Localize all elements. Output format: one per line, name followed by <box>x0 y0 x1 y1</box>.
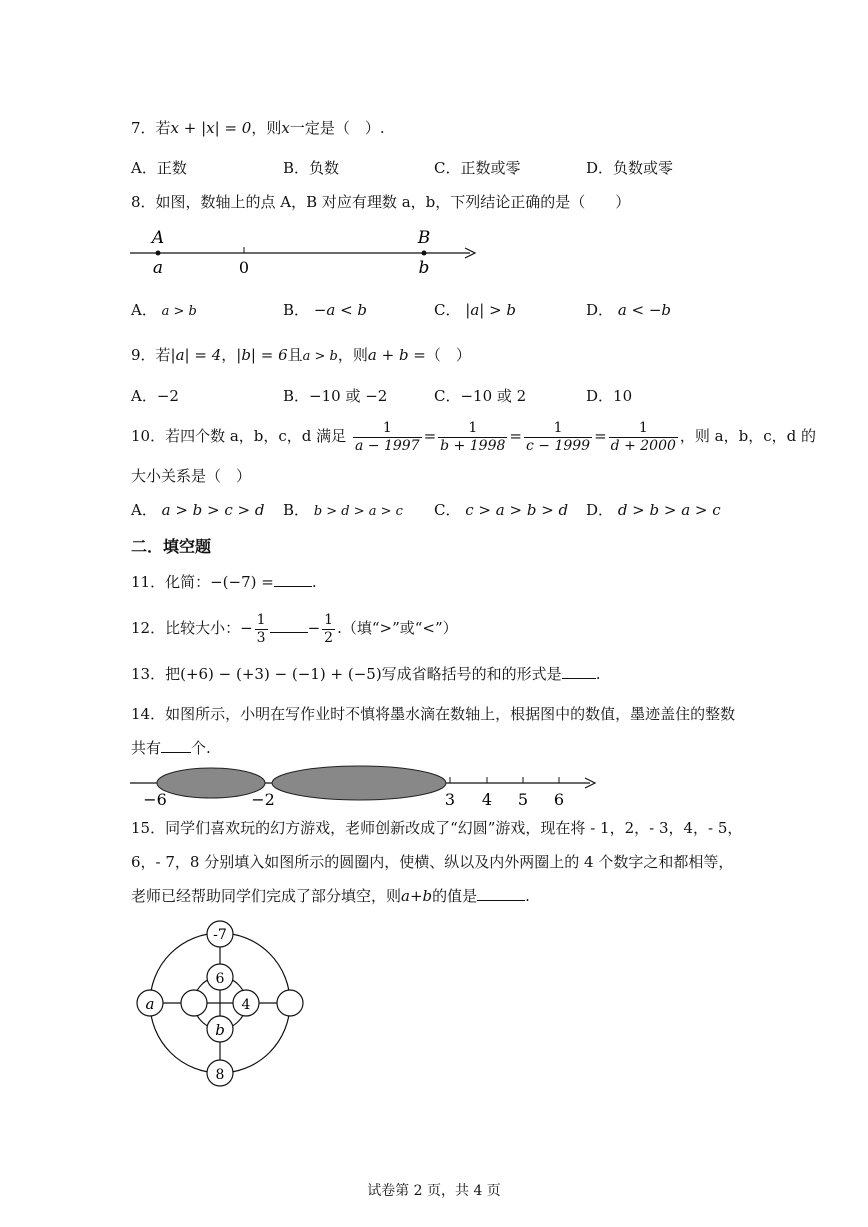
q7-option-d[interactable]: D．负数或零 <box>586 159 674 177</box>
node-inner-top <box>207 964 233 990</box>
q9-option-a[interactable]: A．−2 <box>131 387 179 405</box>
tick-label-neg2: −2 <box>251 790 275 809</box>
node-outer-left <box>137 990 163 1016</box>
q10-fraction-2: $\frac{1}{b + 1998}$ <box>440 419 506 454</box>
question-12: 12．比较大小：− $\frac{1}{3}$ − $\frac{1}{2}$ .（填“>”或“<”） <box>131 611 458 646</box>
tick-label-4: 4 <box>481 790 493 809</box>
q9-option-d[interactable]: D．10 <box>586 387 633 405</box>
magic-circle-diagram <box>130 918 315 1093</box>
q7-option-c[interactable]: C．正数或零 <box>434 159 521 177</box>
q11-answer-blank[interactable] <box>274 572 312 587</box>
page-footer: 试卷第 2 页，共 4 页 <box>367 1183 501 1199</box>
q14-number-line <box>125 765 605 810</box>
svg-text:8: 8 <box>215 1067 225 1083</box>
point-b-label: B <box>417 228 431 248</box>
tick-label-3: 3 <box>444 790 456 809</box>
node-inner-bottom <box>207 1016 233 1042</box>
node-outer-top <box>207 921 233 947</box>
q10-fraction-3: $\frac{1}{c - 1999}$ <box>525 419 591 454</box>
q9-option-b[interactable]: B．−10 或 −2 <box>283 387 388 405</box>
section-heading-fill-blank: 二．填空题 <box>131 537 212 556</box>
q7-option-a[interactable]: A．正数 <box>131 159 187 177</box>
question-13: 13．把(+6) − (+3) − (−1) + (−5)写成省略括号的和的形式是 . <box>131 665 601 683</box>
point-b-dot <box>422 251 427 256</box>
question-9: 9．若|a| = 4，|b| = 6且a > b，则a + b =（ ） <box>131 346 471 364</box>
question-14-line-1: 14．如图所示，小明在写作业时不慎将墨水滴在数轴上，根据图中的数值，墨迹盖住的整数 <box>131 705 736 723</box>
svg-text:a: a <box>145 995 155 1013</box>
ink-blot-left <box>157 768 265 798</box>
point-a-dot <box>156 251 161 256</box>
q10-fraction-1: $\frac{1}{a - 1997}$ <box>354 419 420 454</box>
question-11: 11．化简：−(−7) = . <box>131 573 317 591</box>
q15-answer-blank[interactable] <box>477 886 525 901</box>
question-15-line-1: 15．同学们喜欢玩的幻方游戏，老师创新改成了“幻圆”游戏，现在将 - 1，2，- 3，4，- 5， <box>131 819 743 837</box>
question-15-line-3: 老师已经帮助同学们完成了部分填空，则a+b的值是 . <box>131 887 530 905</box>
q10-option-a[interactable]: A． a > b > c > d <box>131 501 265 519</box>
node-inner-left <box>181 990 207 1016</box>
q10-line-2: 大小关系是（ ） <box>131 467 252 485</box>
q10-option-b[interactable]: B． b > d > a > c <box>283 501 403 519</box>
q12-fraction-1: $\frac{1}{3}$ <box>256 611 266 646</box>
node-outer-bottom <box>207 1060 233 1086</box>
q9-option-c[interactable]: C．−10 或 2 <box>434 387 527 405</box>
question-8: 8．如图，数轴上的点 A，B 对应有理数 a，b，下列结论正确的是（ ） <box>131 193 631 211</box>
q12-fraction-2: $\frac{1}{2}$ <box>324 611 334 646</box>
q7-option-b[interactable]: B．负数 <box>283 159 340 177</box>
q8-option-a[interactable]: A． a > b <box>131 301 197 319</box>
tick-label-5: 5 <box>517 790 529 809</box>
value-a-label: a <box>152 258 164 278</box>
svg-text:6: 6 <box>215 971 225 987</box>
q14-answer-blank[interactable] <box>161 738 191 753</box>
q8-option-b[interactable]: B． −a < b <box>283 301 368 319</box>
question-15-line-2: 6，- 7，8 分别填入如图所示的圆圈内，使横、纵以及内外两圈上的 4 个数字之和都相等， <box>131 853 734 871</box>
q13-answer-blank[interactable] <box>562 664 596 679</box>
q7-condition: x + |x| = 0 <box>170 119 252 137</box>
node-outer-right <box>277 990 303 1016</box>
svg-text:4: 4 <box>241 997 251 1013</box>
q8-option-c[interactable]: C． |a| > b <box>434 301 517 319</box>
tick-label-neg6: −6 <box>143 790 167 809</box>
q12-answer-blank[interactable] <box>270 618 308 633</box>
q10-option-d[interactable]: D． d > b > a > c <box>586 501 721 519</box>
q8-number-line <box>125 225 485 280</box>
q10-fraction-4: $\frac{1}{d + 2000}$ <box>610 419 676 454</box>
point-a-label: A <box>151 228 165 248</box>
question-7: 7．若x + |x| = 0，则x一定是（ ）. <box>131 119 385 137</box>
tick-label-6: 6 <box>553 790 565 809</box>
svg-text:b: b <box>215 1021 225 1039</box>
zero-label: 0 <box>238 258 250 277</box>
question-14-line-2: 共有 个. <box>131 739 211 757</box>
value-b-label: b <box>418 258 430 278</box>
question-10: 10．若四个数 a，b，c，d 满足 $\frac{1}{a - 1997}$ = $\frac{1}{b + 1998}$ = $\frac{1}{c - 1999}$ = $\frac{1}{d + 2000}$ ，则 a，b，c，d 的 <box>131 419 816 454</box>
ink-blot-right <box>272 766 446 800</box>
node-inner-right <box>233 990 259 1016</box>
q8-option-d[interactable]: D． a < −b <box>586 301 672 319</box>
q10-option-c[interactable]: C． c > a > b > d <box>434 501 569 519</box>
svg-text:-7: -7 <box>213 927 227 943</box>
